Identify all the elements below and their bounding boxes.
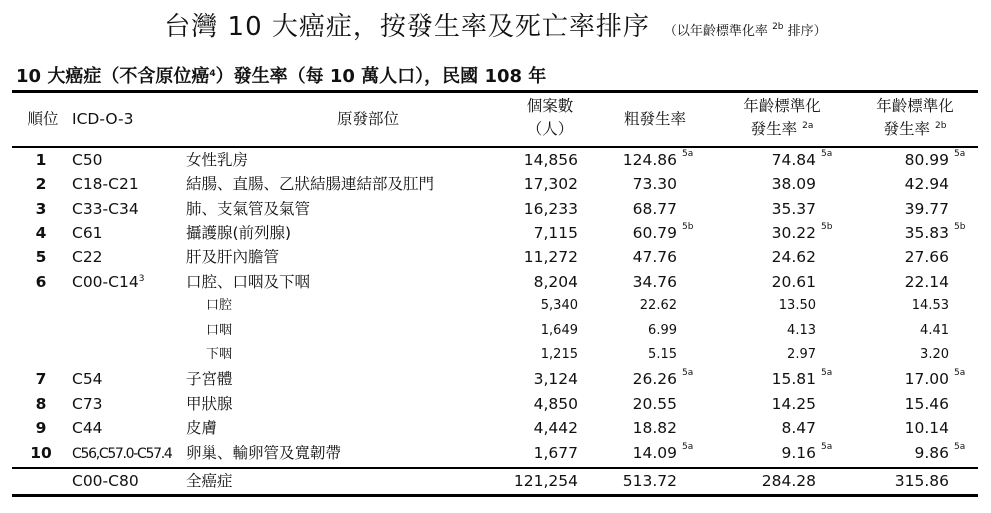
cell-asr-2b-value: 9.86 <box>914 444 949 462</box>
cell-site-value: 子宮體 <box>186 370 233 388</box>
cell-rank-value: 3 <box>35 200 47 218</box>
subtitle-text2: ）發生率（每 10 萬人口），民國 108 年 <box>215 66 547 87</box>
cell-site <box>186 441 341 465</box>
cell-site-value: 口腔 <box>206 298 233 313</box>
cell-cases <box>541 343 578 367</box>
cell-icd <box>72 270 144 294</box>
total-site: 全癌症 <box>186 472 233 490</box>
footnote-mark: 5a <box>682 442 694 452</box>
cell-site-value: 攝護腺(前列腺) <box>186 224 292 242</box>
cell-crude <box>633 197 677 221</box>
header-icd: ICD-O-3 <box>72 110 134 128</box>
cell-site-value: 甲狀腺 <box>186 395 233 413</box>
cell-site <box>206 294 232 318</box>
cell-site-value: 結腸、直腸、乙狀結腸連結部及肛門 <box>186 175 435 193</box>
cell-site-value: 卵巢、輸卵管及寬韌帶 <box>186 444 342 462</box>
header-asr-2a-line2 <box>722 118 842 141</box>
icd-footnote-sup: 3 <box>138 274 145 284</box>
cell-rank <box>26 148 56 172</box>
cell-asr-2a-value: 24.62 <box>771 248 816 266</box>
cell-asr-2a <box>771 148 833 172</box>
cell-asr-2a <box>781 416 816 440</box>
title-note-prefix: （以年齡標準化率 <box>663 24 768 39</box>
title-note-sup: 2b <box>772 22 784 32</box>
cell-asr-2b <box>912 294 949 318</box>
table-row <box>0 221 991 245</box>
cell-asr-2b <box>905 392 949 416</box>
cell-rank <box>26 245 56 269</box>
footnote-mark: 5a <box>954 149 966 159</box>
cell-rank <box>26 172 56 196</box>
cell-asr-2b-value: 3.20 <box>920 347 949 362</box>
cell-cases <box>534 367 578 391</box>
cell-crude-value: 47.76 <box>632 248 677 266</box>
cell-icd <box>72 245 103 269</box>
cell-asr-2b-value: 14.53 <box>911 298 949 313</box>
cell-rank <box>26 416 56 440</box>
footnote-mark: 5a <box>682 149 694 159</box>
cell-crude <box>632 441 694 465</box>
cell-asr-2b-value: 17.00 <box>904 370 949 388</box>
total-row <box>0 469 991 493</box>
cell-cases <box>541 319 578 343</box>
cell-site-value: 肺、支氣管及氣管 <box>186 200 311 218</box>
cell-rank <box>26 392 56 416</box>
cell-asr-2a <box>772 245 816 269</box>
footnote-mark: 5a <box>821 442 833 452</box>
cell-asr-2a-value: 30.22 <box>771 224 816 242</box>
cell-asr-2b <box>905 416 949 440</box>
header-asr-2b-sup: 2b <box>935 121 947 131</box>
cell-site-value: 口腔、口咽及下咽 <box>186 273 311 291</box>
cell-crude <box>633 172 677 196</box>
cell-cases-value: 16,233 <box>523 200 578 218</box>
footnote-mark: 5a <box>821 149 833 159</box>
header-asr-2b-line1: 年齡標準化 <box>876 97 954 115</box>
cell-asr-2a <box>771 367 833 391</box>
cell-asr-2a <box>779 294 816 318</box>
cell-cases-value: 17,302 <box>523 175 578 193</box>
cell-asr-2b <box>905 270 949 294</box>
cell-asr-2b <box>920 319 949 343</box>
cell-crude <box>633 416 677 440</box>
header-crude: 粗發生率 <box>623 110 686 128</box>
cell-cases-value: 3,124 <box>533 370 578 388</box>
cell-asr-2b <box>904 221 966 245</box>
cell-asr-2a-value: 8.47 <box>781 419 816 437</box>
subtitle-text: 10 大癌症（不含原位癌 <box>16 66 210 87</box>
cell-asr-2a <box>781 441 833 465</box>
cell-crude-value: 60.79 <box>632 224 677 242</box>
header-site: 原發部位 <box>336 110 399 128</box>
title-main: 台灣 10 大癌症，按發生率及死亡率排序 <box>164 12 650 42</box>
cell-site-value: 肝及肝內膽管 <box>186 248 280 266</box>
footnote-mark: 5b <box>821 222 833 232</box>
cell-icd <box>72 148 103 172</box>
cell-asr-2a-value: 15.81 <box>771 370 816 388</box>
cell-cases-value: 1,215 <box>540 347 578 362</box>
cell-site-value: 口咽 <box>206 323 233 338</box>
cell-cases <box>534 416 578 440</box>
cell-site <box>186 245 279 269</box>
cell-icd-value: C56,C57.0-C57.4 <box>72 446 172 462</box>
cell-rank <box>26 221 56 245</box>
cell-cases-value: 11,272 <box>523 248 578 266</box>
cell-asr-2a-value: 13.50 <box>778 298 816 313</box>
cell-cases <box>534 270 578 294</box>
cell-asr-2a-value: 14.25 <box>771 395 816 413</box>
cell-cases <box>524 148 578 172</box>
cell-icd <box>72 441 172 466</box>
footnote-mark: 5a <box>682 368 694 378</box>
page-title <box>0 6 991 43</box>
cell-site-value: 皮膚 <box>186 419 218 437</box>
cell-rank-value: 1 <box>35 151 47 169</box>
cell-crude-value: 26.26 <box>632 370 677 388</box>
cell-icd <box>72 416 103 440</box>
cell-site <box>206 319 232 343</box>
cell-crude <box>648 343 677 367</box>
header-asr-2b <box>855 95 975 141</box>
header-cases-line2: （人） <box>526 120 574 138</box>
cell-asr-2a-value: 74.84 <box>771 151 816 169</box>
cell-asr-2a-value: 2.97 <box>787 347 816 362</box>
cell-crude <box>632 367 694 391</box>
footnote-mark: 5b <box>954 222 966 232</box>
table-top-rule <box>12 90 978 93</box>
cell-crude-value: 14.09 <box>632 444 677 462</box>
title-note <box>664 24 827 39</box>
cell-asr-2a-value: 38.09 <box>771 175 816 193</box>
cell-cases-value: 8,204 <box>533 273 578 291</box>
cell-cases-value: 5,340 <box>540 298 578 313</box>
cell-crude-value: 68.77 <box>632 200 677 218</box>
cell-cases <box>534 441 578 465</box>
cell-cases-value: 4,442 <box>533 419 578 437</box>
cell-cases <box>534 392 578 416</box>
cell-rank <box>26 367 56 391</box>
header-asr-2a <box>722 95 842 141</box>
total-asr-2b: 315.86 <box>894 472 949 490</box>
cell-rank-value: 6 <box>35 273 47 291</box>
cell-asr-2b-value: 80.99 <box>904 151 949 169</box>
cell-icd <box>72 392 103 416</box>
table-row <box>0 197 991 221</box>
header-cases-line1: 個案數 <box>526 97 574 115</box>
cell-icd-value: C54 <box>72 370 103 388</box>
footnote-mark: 5a <box>954 442 966 452</box>
cell-asr-2b-value: 27.66 <box>904 248 949 266</box>
cell-asr-2b-value: 39.77 <box>904 200 949 218</box>
cell-cases <box>524 172 578 196</box>
total-asr-2a: 284.28 <box>761 472 816 490</box>
cell-asr-2b <box>914 441 966 465</box>
cell-rank-value: 10 <box>30 444 52 462</box>
cell-cases-value: 1,677 <box>533 444 578 462</box>
cell-rank-value: 4 <box>35 224 47 242</box>
total-cases: 121,254 <box>513 472 578 490</box>
cell-crude-value: 18.82 <box>632 419 677 437</box>
cell-icd-value: C33-C34 <box>72 200 139 218</box>
cell-rank-value: 5 <box>35 248 47 266</box>
cell-rank-value: 9 <box>35 419 47 437</box>
cell-icd-value: C61 <box>72 224 103 242</box>
cell-site <box>186 392 233 416</box>
cell-crude-value: 5.15 <box>648 347 677 362</box>
cell-asr-2a-value: 4.13 <box>787 323 816 338</box>
footnote-mark: 5a <box>954 368 966 378</box>
table-row <box>0 270 991 294</box>
table-row <box>0 416 991 440</box>
cell-asr-2a <box>771 221 833 245</box>
cell-crude <box>622 148 694 172</box>
footnote-mark: 5b <box>682 222 694 232</box>
header-asr-2b-line2 <box>855 118 975 141</box>
cell-asr-2a <box>787 319 816 343</box>
table-subrow <box>0 319 991 343</box>
cell-icd <box>72 221 103 245</box>
cell-cases <box>524 245 578 269</box>
table-row <box>0 172 991 196</box>
cell-asr-2b <box>905 172 949 196</box>
cell-cases <box>524 197 578 221</box>
cell-rank <box>26 197 56 221</box>
cell-icd-value: C44 <box>72 419 103 437</box>
table-subrow <box>0 343 991 367</box>
cell-asr-2b-value: 4.41 <box>920 323 949 338</box>
cell-crude <box>640 294 677 318</box>
cell-cases-value: 14,856 <box>523 151 578 169</box>
cell-icd <box>72 367 103 391</box>
cell-asr-2a <box>787 343 816 367</box>
cell-site <box>186 172 434 196</box>
cell-asr-2b-value: 22.14 <box>904 273 949 291</box>
total-crude: 513.72 <box>622 472 677 490</box>
cell-site <box>186 221 291 245</box>
cell-rank-value: 8 <box>35 395 47 413</box>
cell-cases-value: 1,649 <box>540 323 578 338</box>
cell-asr-2b <box>905 197 949 221</box>
header-cases <box>500 95 600 141</box>
cell-asr-2b <box>905 245 949 269</box>
cell-crude-value: 73.30 <box>632 175 677 193</box>
cell-site-value: 下咽 <box>206 347 233 362</box>
table-row <box>0 392 991 416</box>
cell-icd-value: C50 <box>72 151 103 169</box>
cell-asr-2b-value: 10.14 <box>904 419 949 437</box>
footnote-mark: 5a <box>821 368 833 378</box>
header-asr-2b-label: 發生率 <box>883 120 931 138</box>
cell-crude <box>648 319 677 343</box>
cell-crude-value: 124.86 <box>622 151 677 169</box>
cell-icd-value: C18-C21 <box>72 175 139 193</box>
cell-asr-2b-value: 42.94 <box>904 175 949 193</box>
cell-crude-value: 22.62 <box>639 298 677 313</box>
cell-asr-2a-value: 20.61 <box>771 273 816 291</box>
table-row <box>0 148 991 172</box>
table-row <box>0 441 991 465</box>
cell-rank <box>26 441 56 465</box>
cell-asr-2a-value: 9.16 <box>781 444 816 462</box>
cell-asr-2b <box>904 367 966 391</box>
cell-asr-2b <box>904 148 966 172</box>
cell-cases-value: 7,115 <box>533 224 578 242</box>
cell-icd <box>72 172 139 196</box>
cell-site <box>186 197 310 221</box>
cell-crude <box>632 221 694 245</box>
table-bottom-rule <box>12 494 978 497</box>
cell-rank-value: 2 <box>35 175 47 193</box>
cell-site <box>186 367 233 391</box>
cell-rank <box>26 270 56 294</box>
cell-rank-value: 7 <box>35 370 47 388</box>
cell-crude <box>633 392 677 416</box>
cell-icd-value: C00-C14 <box>72 273 139 291</box>
cell-cases <box>534 221 578 245</box>
cell-icd-value: C22 <box>72 248 103 266</box>
cell-asr-2a <box>772 392 816 416</box>
cell-cases-value: 4,850 <box>533 395 578 413</box>
cell-crude-value: 34.76 <box>632 273 677 291</box>
cell-crude-value: 6.99 <box>648 323 677 338</box>
cell-icd-value: C73 <box>72 395 103 413</box>
cell-icd <box>72 197 139 221</box>
header-asr-2a-label: 發生率 <box>750 120 798 138</box>
header-rank: 順位 <box>27 110 59 128</box>
table-subtitle <box>16 62 546 88</box>
cell-crude <box>633 245 677 269</box>
cell-asr-2b-value: 15.46 <box>904 395 949 413</box>
cell-crude-value: 20.55 <box>632 395 677 413</box>
table-row <box>0 367 991 391</box>
cell-cases <box>541 294 578 318</box>
cell-asr-2b-value: 35.83 <box>904 224 949 242</box>
cell-asr-2a <box>772 197 816 221</box>
cell-site <box>186 270 310 294</box>
cell-asr-2b <box>920 343 949 367</box>
cell-site <box>206 343 232 367</box>
cell-crude <box>633 270 677 294</box>
table-subrow <box>0 294 991 318</box>
title-note-suffix: 排序） <box>787 24 827 39</box>
cell-site <box>186 148 248 172</box>
cell-site-value: 女性乳房 <box>186 151 249 169</box>
cell-asr-2a-value: 35.37 <box>771 200 816 218</box>
table-row <box>0 245 991 269</box>
cell-asr-2a <box>772 270 816 294</box>
header-asr-2a-line1: 年齡標準化 <box>743 97 821 115</box>
subtitle-sup: 4 <box>209 69 216 79</box>
cell-site <box>186 416 217 440</box>
total-icd: C00-C80 <box>72 472 139 490</box>
header-asr-2a-sup: 2a <box>802 121 814 131</box>
cell-asr-2a <box>772 172 816 196</box>
